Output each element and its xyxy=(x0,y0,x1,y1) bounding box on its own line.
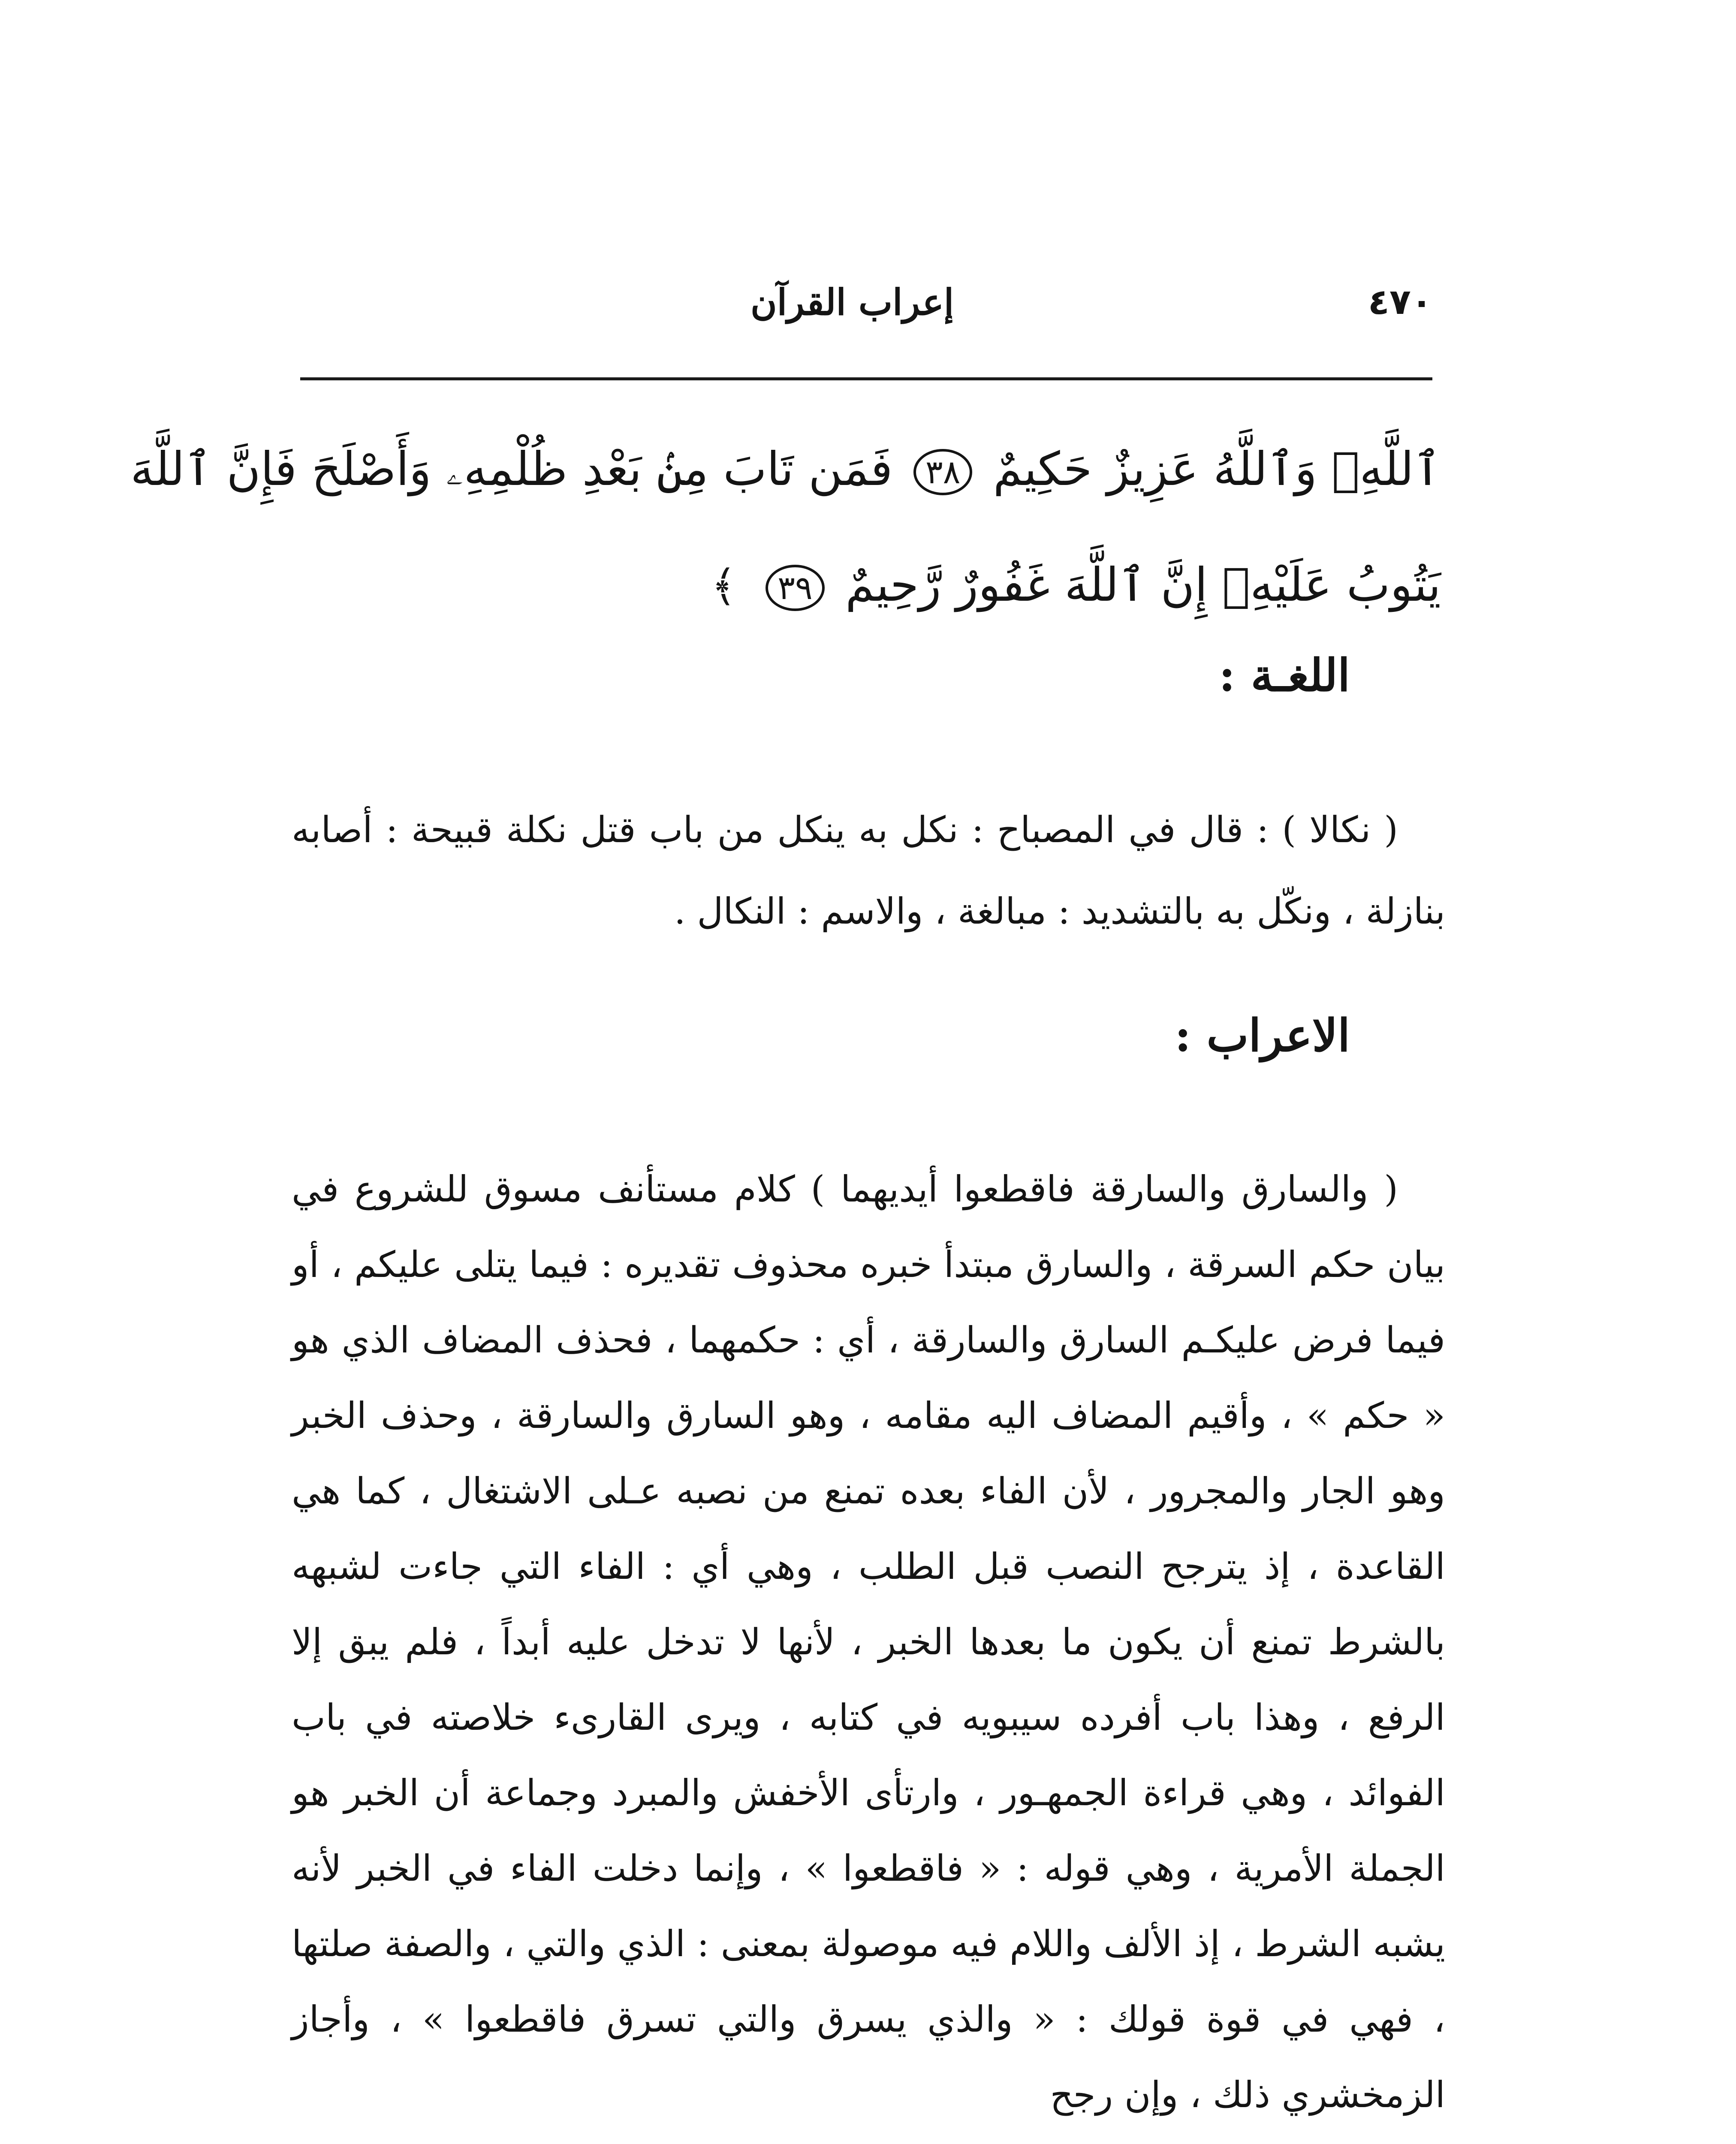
running-title: إعراب القرآن xyxy=(750,281,954,323)
page-number: ٤٧٠ xyxy=(1368,282,1432,322)
running-header xyxy=(300,279,1432,343)
ayah-number-39: ٣٩ xyxy=(766,565,825,611)
verse-text-1a: ٱللَّهِۗ وَٱللَّهُ عَزِيزٌ حَكِيمٌ xyxy=(993,443,1441,496)
verse-line-1 xyxy=(130,412,1441,527)
verse-text-2a: يَتُوبُ عَلَيْهِۗ إِنَّ ٱللَّهَ غَفُورٌ رَّحِيمٌ xyxy=(845,558,1441,612)
irab-heading: الاعراب : xyxy=(1174,1009,1350,1062)
irab-text: ( والسارق والسارقة فاقطعوا أيديهما ) كلام مستأنف مسوق للشروع في بيان حكم السرقة ، والسارق مبتدأ خبره محذوف تقديره : فيما يتلى عليكم ، أو فيما فرض عليكـم السارق والسارقة ، أي : حكمهما ، فحذف المضاف الذي هو « حكم » ، وأقيم المضاف اليه مقامه ، وهو السارق والسارقة ، وحذف الخبر وهو الجار والمجرور ، لأن الفاء بعده تمنع من نصبه عـلى الاشتغال ، كما هي القاعدة ، إذ يترجح النصب قبل الطلب ، وهي أي : الفاء التي جاءت لشبهه بالشرط تمنع أن يكون ما بعدها الخبر ، لأنها لا تدخل عليه أبداً ، فلم يبق إلا الرفع ، وهذا باب أفرده سيبويه في كتابه ، ويرى القارىء خلاصته في باب الفوائد ، وهي قراءة الجمهـور ، وارتأى الأخفش والمبرد وجماعة أن الخبر هو الجملة الأمرية ، وهي قوله : « فاقطعوا » ، وإنما دخلت الفاء في الخبر لأنه يشبه الشرط ، إذ الألف واللام فيه موصولة بمعنى : الذي والتي ، والصفة صلتها ، فهي في قوة قولك : « والذي يسرق والتي تسرق فاقطعوا » ، وأجاز الزمخشري ذلك ، وإن رجح xyxy=(292,1168,1445,2116)
header-divider xyxy=(300,377,1432,380)
lexicon-text: ( نكالا ) : قال في المصباح : نكل به ينكل من باب قتل نكلة قبيحة : أصابه بنازلة ، ونكّل به بالتشديد : مبالغة ، والاسم : النكال . xyxy=(292,809,1445,932)
lexicon-heading: اللغـة : xyxy=(1218,649,1350,702)
verse-line-2 xyxy=(274,527,1441,644)
irab-paragraph xyxy=(292,1151,1445,2132)
quran-verse-block xyxy=(130,412,1441,644)
verse-end-bracket: ﴾ xyxy=(711,561,736,611)
ayah-number-38: ٣٨ xyxy=(913,449,973,495)
lexicon-paragraph xyxy=(292,789,1445,952)
verse-text-1b: فَمَن تَابَ مِنۢ بَعْدِ ظُلْمِهِۦ وَأَصْلَحَ فَإِنَّ ٱللَّهَ xyxy=(130,443,893,496)
